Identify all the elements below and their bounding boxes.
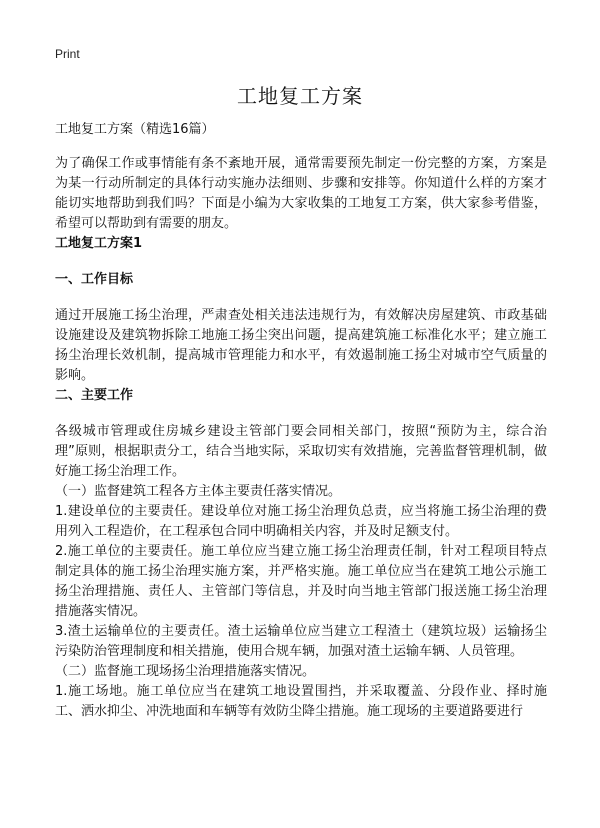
intro-paragraph: 为了确保工作或事情能有条不紊地开展，通常需要预先制定一份完整的方案，方案是为某一行动所制定的具体行动实施办法细则、步骤和安排等。你知道什么样的方案才能切实地帮助到我们吗？下面是小编为大家收集的工地复工方案，供大家参考借鉴，希望可以帮助到有需要的朋友。 <box>55 156 547 231</box>
section-title: 工地复工方案1 <box>55 236 143 251</box>
item-construction-site: 1.施工场地。施工单位应当在建筑工地设置围挡，并采取覆盖、分段作业、择时施工、洒水抑尘、冲洗地面和车辆等有效防尘降尘措施。施工现场的主要道路要进行 <box>55 684 547 719</box>
document-body <box>55 120 547 722</box>
heading-work-goal: 一、工作目标 <box>55 272 134 287</box>
heading-main-work: 二、主要工作 <box>55 388 134 403</box>
subheading-responsibility: （一）监督建筑工程各方主体主要责任落实情况。 <box>55 484 342 499</box>
document-subtitle: 工地复工方案（精选16篇） <box>55 122 215 137</box>
goal-paragraph: 通过开展施工扬尘治理，严肃查处相关违法违规行为，有效解决房屋建筑、市政基础设施建设及建筑物拆除工地施工扬尘突出问题，提高建筑施工标准化水平；建立施工扬尘治理长效机制，提高城市管理能力和水平，有效遏制施工扬尘对城市空气质量的影响。 <box>55 308 547 383</box>
item-transport-unit: 3.渣土运输单位的主要责任。渣土运输单位应当建立工程渣土（建筑垃圾）运输扬尘污染防治管理制度和相关措施，使用合规车辆，加强对渣土运输车辆、人员管理。 <box>55 624 547 659</box>
work-paragraph: 各级城市管理或住房城乡建设主管部门要会同相关部门，按照“预防为主，综合治理”原则，根据职责分工，结合当地实际，采取切实有效措施，完善监督管理机制，做好施工扬尘治理工作。 <box>55 424 547 479</box>
subheading-site-measures: （二）监督施工现场扬尘治理措施落实情况。 <box>55 664 316 679</box>
print-link[interactable]: Print <box>55 47 80 61</box>
page-title: 工地复工方案 <box>237 84 363 108</box>
item-construction-unit: 1.建设单位的主要责任。建设单位对施工扬尘治理负总责，应当将施工扬尘治理的费用列入工程造价，在工程承包合同中明确相关内容，并及时足额支付。 <box>55 504 547 539</box>
item-contractor-unit: 2.施工单位的主要责任。施工单位应当建立施工扬尘治理责任制，针对工程项目特点制定具体的施工扬尘治理实施方案，并严格实施。施工单位应当在建筑工地公示施工扬尘治理措施、责任人、主管部门等信息，并及时向当地主管部门报送施工扬尘治理措施落实情况。 <box>55 544 547 619</box>
